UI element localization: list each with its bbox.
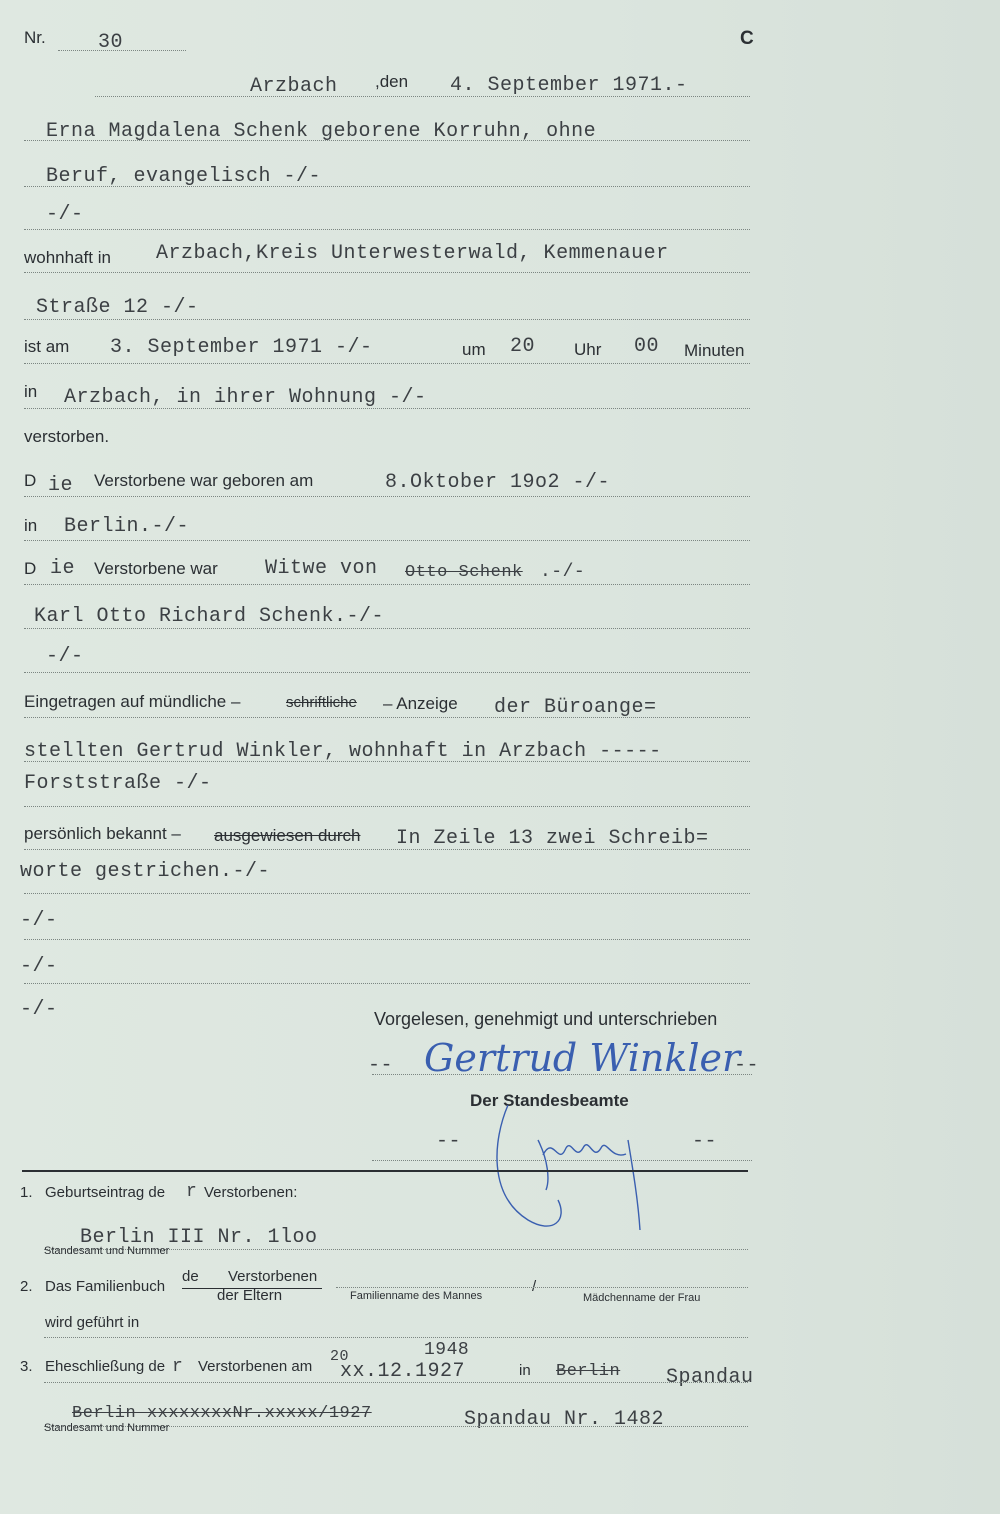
line [44,1337,748,1338]
marital-label: Verstorbene war [94,559,218,578]
line [24,229,750,230]
typed-ie: ie [48,474,74,497]
spouse-name: Karl Otto Richard Schenk.-/- [34,605,385,628]
residence-label: wohnhaft in [24,248,111,267]
item3-caption: Standesamt und Nummer [44,1422,170,1434]
line [24,319,750,320]
birth-in-label: in [24,516,38,535]
item1-label: Geburtseintrag de [45,1184,166,1201]
anzeige-label: – Anzeige [383,694,458,713]
item2-eltern: der Eltern [217,1287,283,1304]
blank-line: -/- [20,998,58,1021]
line [24,408,750,409]
identity-note-line1: In Zeile 13 zwei Schreib= [396,827,709,850]
ist-am-label: ist am [24,337,70,356]
official-dashes-left: -- [436,1130,462,1153]
item3-year-correction: 1948 [424,1340,470,1360]
line [24,363,750,364]
informant-line3: Forststraße -/- [24,772,212,795]
identity-label: persönlich bekannt – [24,824,181,843]
identity-note-line2: worte gestrichen.-/- [20,860,271,883]
struck-spouse-name: Otto Schenk [405,563,523,582]
line [24,272,750,273]
line [24,584,750,585]
item2-label: Das Familienbuch [45,1278,166,1295]
minuten-label: Minuten [684,341,745,360]
in-label: in [24,382,38,401]
birth-date: 8.Oktober 19o2 -/- [385,471,611,494]
registration-label: Eingetragen auf mündliche – [24,692,241,711]
blank-line: -/- [20,955,58,978]
item2-slash: / [532,1278,537,1295]
item1-caption: Standesamt und Nummer [44,1245,170,1257]
official-signature-mark [488,1100,648,1250]
struck-identity-label: ausgewiesen durch [214,826,361,845]
official-dashes-right: -- [692,1130,718,1153]
born-label: Verstorbene war geboren am [94,471,314,490]
deceased-occupation: Beruf, evangelisch -/- [46,165,322,188]
line [24,496,750,497]
item3-in: in [519,1362,531,1379]
den-label: ,den [375,72,409,91]
nr-label: Nr. [24,28,46,47]
record-date: 4. September 1971.- [450,74,688,97]
deceased-line3: -/- [46,203,84,226]
item3-day-correction: 20 [330,1348,350,1365]
blank-line: -/- [20,909,58,932]
item1-typed-r: r [186,1182,198,1202]
line [24,849,750,850]
struck-marriage-registry: Berlin xxxxxxxxNr.xxxxx/1927 [72,1404,372,1423]
item3-label-mid: Verstorbenen am [198,1358,313,1375]
corner-letter: C [740,28,754,49]
line [24,761,750,762]
item2-caption-wife: Mädchenname der Frau [583,1292,701,1304]
line [24,939,750,940]
line [372,1074,752,1075]
marriage-place: Spandau [666,1366,754,1389]
line [24,717,750,718]
marriage-date: xx.12.1927 [340,1360,466,1383]
residence-street: Straße 12 -/- [36,296,199,319]
signature-dashes-left: -- [368,1054,394,1077]
marital-status: Witwe von [265,557,378,580]
residence-address: Arzbach,Kreis Unterwesterwald, Kemmenauer [156,242,669,265]
item2-verstorbenen: Verstorbenen [228,1268,318,1285]
informant-line2: stellten Gertrud Winkler, wohnhaft in Arzbach ----- [24,740,662,763]
d-prefix: D [24,559,37,578]
line [24,983,750,984]
line [44,1382,748,1383]
item2-number: 2. [20,1278,33,1295]
line [24,893,750,894]
struck-written-label: schriftliche [286,694,357,711]
death-place: Arzbach, in ihrer Wohnung -/- [64,386,427,409]
birth-place: Berlin.-/- [64,515,190,538]
item1-label-end: Verstorbenen: [204,1184,298,1201]
um-label: um [462,340,486,359]
line [24,806,750,807]
official-label: Der Standesbeamte [470,1091,629,1110]
death-hour: 20 [510,335,536,358]
informant-signature: Gertrud Winkler [424,1036,741,1080]
nr-line [58,50,186,51]
item3-label: Eheschließung de [45,1358,166,1375]
marital-line3: -/- [46,645,84,668]
item2-wird: wird geführt in [45,1314,140,1331]
item2-de: de [182,1268,199,1285]
item1-number: 1. [20,1184,33,1201]
line [336,1287,748,1288]
marital-status-end: .-/- [540,562,586,582]
signature-dashes-right: -- [734,1054,760,1077]
typed-ie: ie [50,557,76,580]
record-number: 30 [98,31,124,54]
line [24,628,750,629]
closing-text: Vorgelesen, genehmigt und unterschrieben [374,1009,718,1029]
date-line [95,96,750,97]
item2-caption-husband: Familienname des Mannes [350,1290,483,1302]
deceased-name: Erna Magdalena Schenk geborene Korruhn, ohne [46,120,597,143]
uhr-label: Uhr [574,340,602,359]
death-date: 3. September 1971 -/- [110,336,373,359]
death-minutes: 00 [634,335,660,358]
line [24,672,750,673]
struck-marriage-place: Berlin [556,1362,621,1381]
marriage-registry: Spandau Nr. 1482 [464,1408,665,1431]
line [24,140,750,141]
informant-line1: der Büroange= [494,696,657,719]
d-prefix: D [24,471,37,490]
item3-number: 3. [20,1358,33,1375]
verstorben-label: verstorben. [24,427,110,446]
birth-registry-entry: Berlin III Nr. 1loo [80,1226,318,1249]
line [24,186,750,187]
section-divider [22,1170,748,1172]
place-of-record: Arzbach [250,75,338,98]
line [24,540,750,541]
item3-typed-r: r [172,1357,184,1377]
